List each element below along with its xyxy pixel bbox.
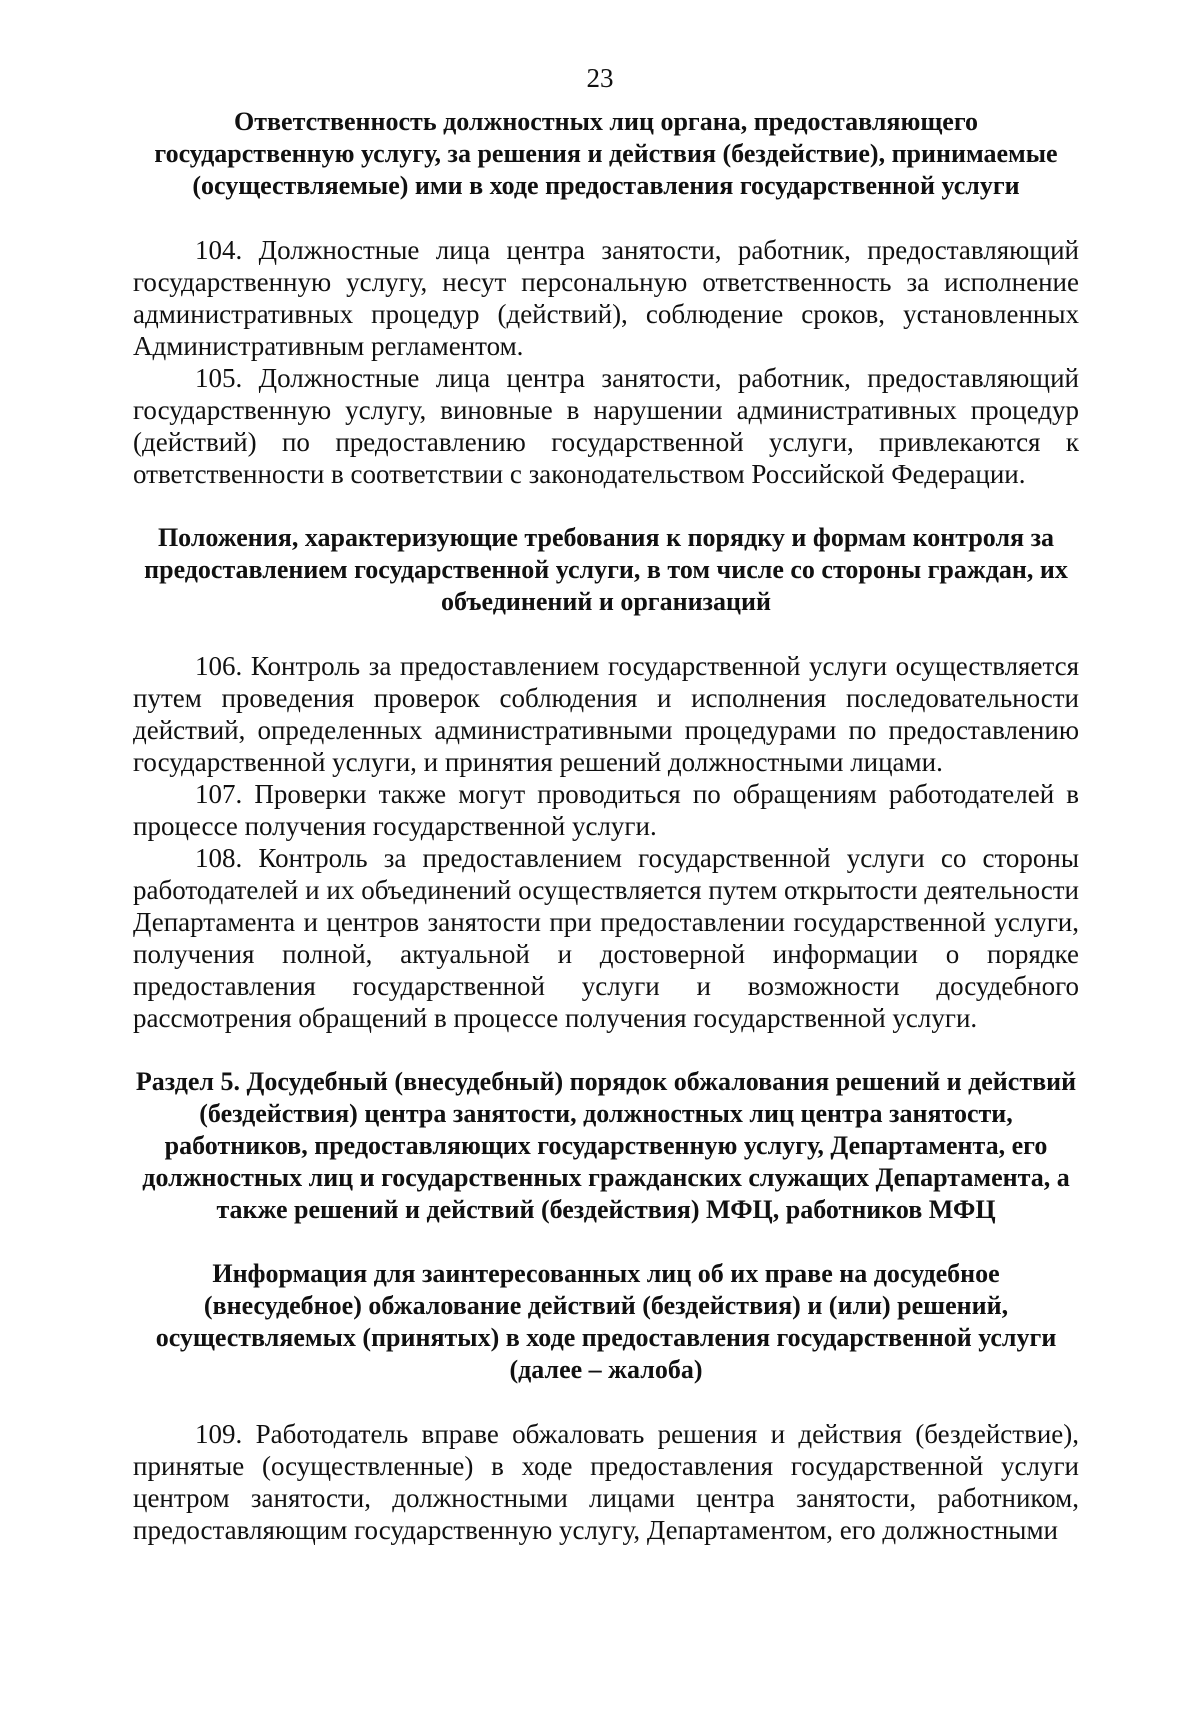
document-body [133,106,1079,1546]
page-number: 23 [586,63,614,93]
heading-responsibility: Ответственность должностных лиц органа, предоставляющего государственную услугу, за решения и действия (бездействие), принимаемые (осуществляемые) ими в ходе предоставления государственной услуги [154,107,1058,200]
heading-complaint-info: Информация для заинтересованных лиц об их праве на досудебное (внесудебное) обжалование действий (бездействия) и (или) решений, осуществляемых (принятых) в ходе предоставления государственной услуги (далее – жалоба) [155,1259,1057,1384]
paragraph-109: 109. Работодатель вправе обжаловать решения и действия (бездействие), принятые (осуществленные) в ходе предоставления государственной услуги центром занятости, должностными лицами центра занятости, работником, предоставляющим государственную услугу, Департаментом, его должностными [133,1419,1079,1545]
heading-control: Положения, характеризующие требования к порядку и формам контроля за предоставлением государственной услуги, в том числе со стороны граждан, их объединений и организаций [144,523,1068,616]
paragraph-105: 105. Должностные лица центра занятости, работник, предоставляющий государственную услугу, виновные в нарушении административных процедур (действий) по предоставлению государственной услуги, привлекаются к ответственности в соответствии с законодательством Российской Федерации. [133,363,1079,489]
paragraph-106: 106. Контроль за предоставлением государственной услуги осуществляется путем проведения проверок соблюдения и исполнения последовательности действий, определенных административными процедурами по предоставлению государственной услуги, и принятия решений должностными лицами. [133,651,1079,777]
heading-section-5: Раздел 5. Досудебный (внесудебный) порядок обжалования решений и действий (бездействия) центра занятости, должностных лиц центра занятости, работников, предоставляющих государственную услугу, Департамента, его должностных лиц и государственных гражданских служащих Департамента, а также решений и действий (бездействия) МФЦ, работников МФЦ [135,1067,1077,1224]
paragraph-107: 107. Проверки также могут проводиться по обращениям работодателей в процессе получения государственной услуги. [133,779,1079,841]
paragraph-104: 104. Должностные лица центра занятости, работник, предоставляющий государственную услугу, несут персональную ответственность за исполнение административных процедур (действий), соблюдение сроков, установленных Административным регламентом. [133,235,1079,361]
paragraph-108: 108. Контроль за предоставлением государственной услуги со стороны работодателей и их объединений осуществляется путем открытости деятельности Департамента и центров занятости при предоставлении государственной услуги, получения полной, актуальной и достоверной информации о порядке предоставления государственной услуги и возможности досудебного рассмотрения обращений в процессе получения государственной услуги. [133,843,1079,1033]
